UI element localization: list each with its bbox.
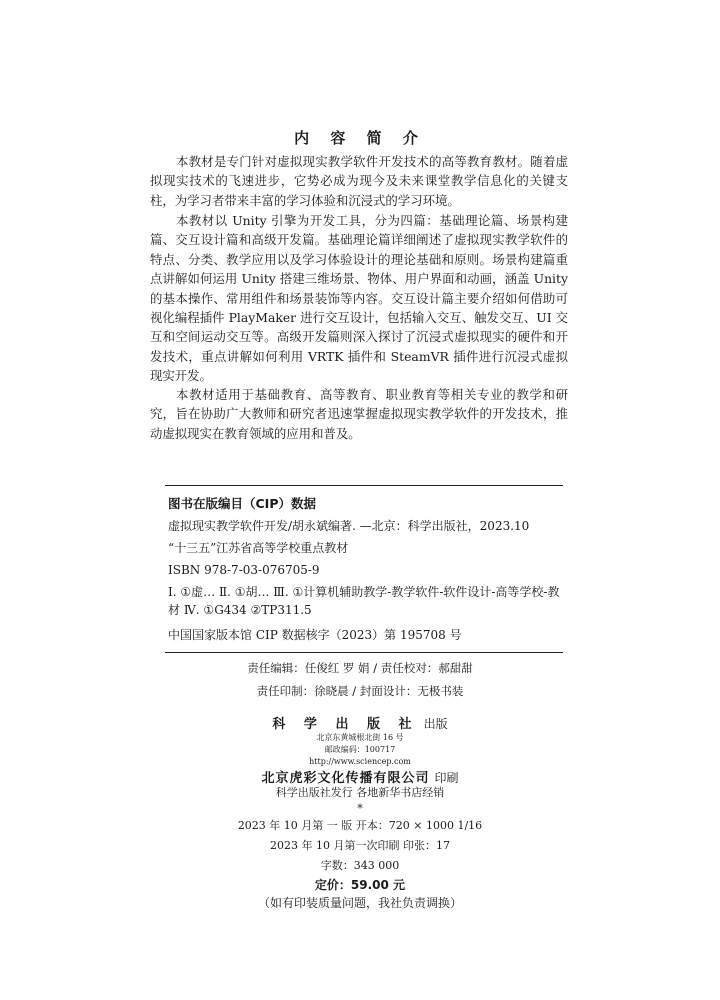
distribution-line: 科学出版社发行 各地新华书店经销 [275,786,445,799]
cip-series-line: “十三五”江苏省高等学校重点教材 [168,541,349,555]
editor-credits: 责任编辑：任俊红 罗 娟 / 责任校对：郝甜甜 [247,661,473,675]
publisher-logo: 科 学 出 版 社 [272,717,419,732]
printer-line [0,767,720,786]
wordcount-line: 字数：343 000 [320,859,400,872]
cip-number-line: 中国国家版本馆 CIP 数据核字（2023）第 195708 号 [168,628,462,642]
summary-paragraph-1: 本教材是专门针对虚拟现实教学软件开发技术的高等教育教材。随着虚拟现实技术的飞速进步，它势必成为现今及未来课堂教学信息化的关键支柱，为学习者带来丰富的学习体验和沉浸式的学习环境。 [150,154,568,208]
edition-line: 2023 年 10 月第 一 版 开本：720 × 1000 1/16 [237,819,483,832]
printer-suffix: 印刷 [434,771,459,785]
summary-paragraph-3: 本教材适用于基础教育、高等教育、职业教育等相关专业的教学和研究，旨在协助广大教师和研究者迅速掌握虚拟现实教学软件的开发技术，推动虚拟现实在教育领域的应用和普及。 [150,387,568,441]
summary-paragraph-2: 本教材以 Unity 引擎为开发工具，分为四篇：基础理论篇、场景构建篇、交互设计篇和高级开发篇。基础理论篇详细阐述了虚拟现实教学软件的特点、分类、教学应用以及学习体验设计的理论基础和原则。场景构建篇重点讲解如何运用 Unity 搭建三维场景、物体、用户界面和动画，涵盖 Unity 的基本操作、常用组件和场景装饰等内容。交互设计篇主要介绍如何借助可视化编程插件 PlayMaker 进行交互设计，包括输入交互、触发交互、UI 交互和空间运动交互等。高级开发篇则深入探讨了沉浸式虚拟现实的硬件和开发技术，重点讲解如何利用 VRTK 插件和 SteamVR 插件进行沉浸式虚拟现实开发。 [150,213,568,384]
publisher-suffix: 出版 [423,717,448,731]
publisher-address: 北京东黄城根北街 16 号 [316,733,404,742]
cip-classification: Ⅰ. ①虚… Ⅱ. ①胡… Ⅲ. ①计算机辅助教学-教学软件-软件设计-高等学校-教材 Ⅳ. ①G434 ②TP311.5 [168,585,560,617]
cip-title-line: 虚拟现实教学软件开发/胡永斌编著. —北京：科学出版社，2023.10 [168,519,530,533]
quality-notice: （如有印装质量问题，我社负责调换） [257,896,462,910]
cip-isbn-line: ISBN 978-7-03-076705-9 [168,563,320,577]
cip-bottom-rule [165,652,563,653]
impression-line: 2023 年 10 月第一次印刷 印张：17 [270,839,450,852]
cip-top-rule [165,485,563,486]
separator-star: * [357,802,363,815]
price-line: 定价：59.00 元 [314,878,406,892]
publisher-postcode: 邮政编码：100717 [324,745,396,754]
publisher-line [0,713,720,732]
page-title: 内 容 简 介 [294,129,426,147]
publisher-url: http://www.sciencep.com [309,757,411,766]
production-credits: 责任印制：徐晓晨 / 封面设计：无极书装 [256,684,464,698]
printer-logo: 北京虎彩文化传播有限公司 [261,771,430,786]
cip-heading: 图书在版编目（CIP）数据 [168,496,316,511]
